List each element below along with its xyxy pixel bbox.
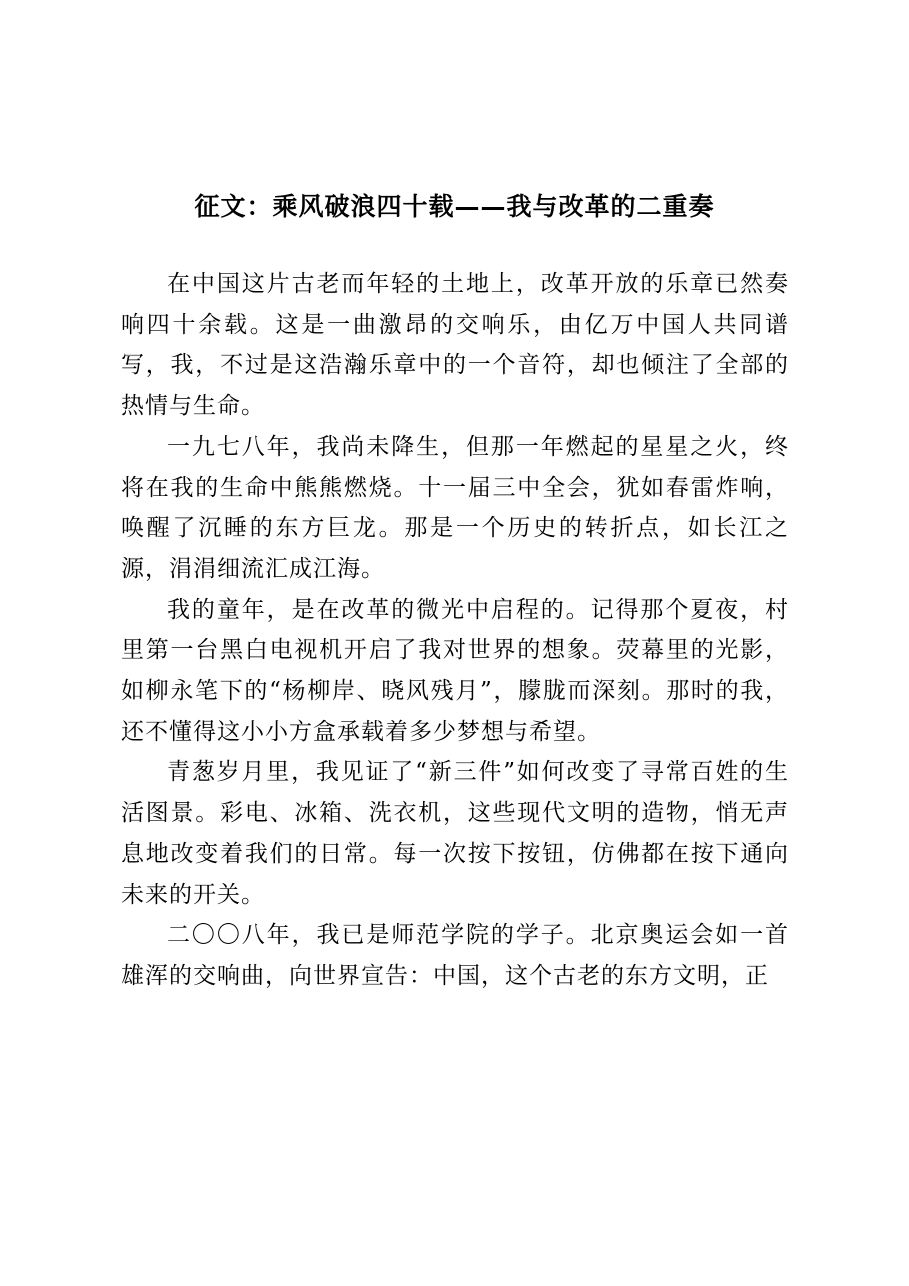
paragraph: 青葱岁月里，我见证了“新三件”如何改变了寻常百姓的生活图景。彩电、冰箱、洗衣机，这些现代文明的造物，悄无声息地改变着我们的日常。每一次按下按钮，仿佛都在按下通向未来的开关。 <box>121 759 789 908</box>
document-title: 征文：乘风破浪四十载——我与改革的二重奏 <box>194 192 715 221</box>
paragraph: 二〇〇八年，我已是师范学院的学子。北京奥运会如一首雄浑的交响曲，向世界宣告：中国，这个古老的东方文明，正 <box>121 922 789 989</box>
paragraph: 一九七八年，我尚未降生，但那一年燃起的星星之火，终将在我的生命中熊熊燃烧。十一届三中全会，犹如春雷炸响，唤醒了沉睡的东方巨龙。那是一个历史的转折点，如长江之源，涓涓细流汇成江海。 <box>121 433 789 582</box>
paragraph: 我的童年，是在改革的微光中启程的。记得那个夏夜，村里第一台黑白电视机开启了我对世界的想象。荧幕里的光影，如柳永笔下的“杨柳岸、晓风残月”，朦胧而深刻。那时的我，还不懂得这小小方盒承载着多少梦想与希望。 <box>121 596 789 745</box>
document-body <box>121 264 789 997</box>
paragraph: 在中国这片古老而年轻的土地上，改革开放的乐章已然奏响四十余载。这是一曲激昂的交响乐，由亿万中国人共同谱写，我，不过是这浩瀚乐章中的一个音符，却也倾注了全部的热情与生命。 <box>121 271 789 420</box>
